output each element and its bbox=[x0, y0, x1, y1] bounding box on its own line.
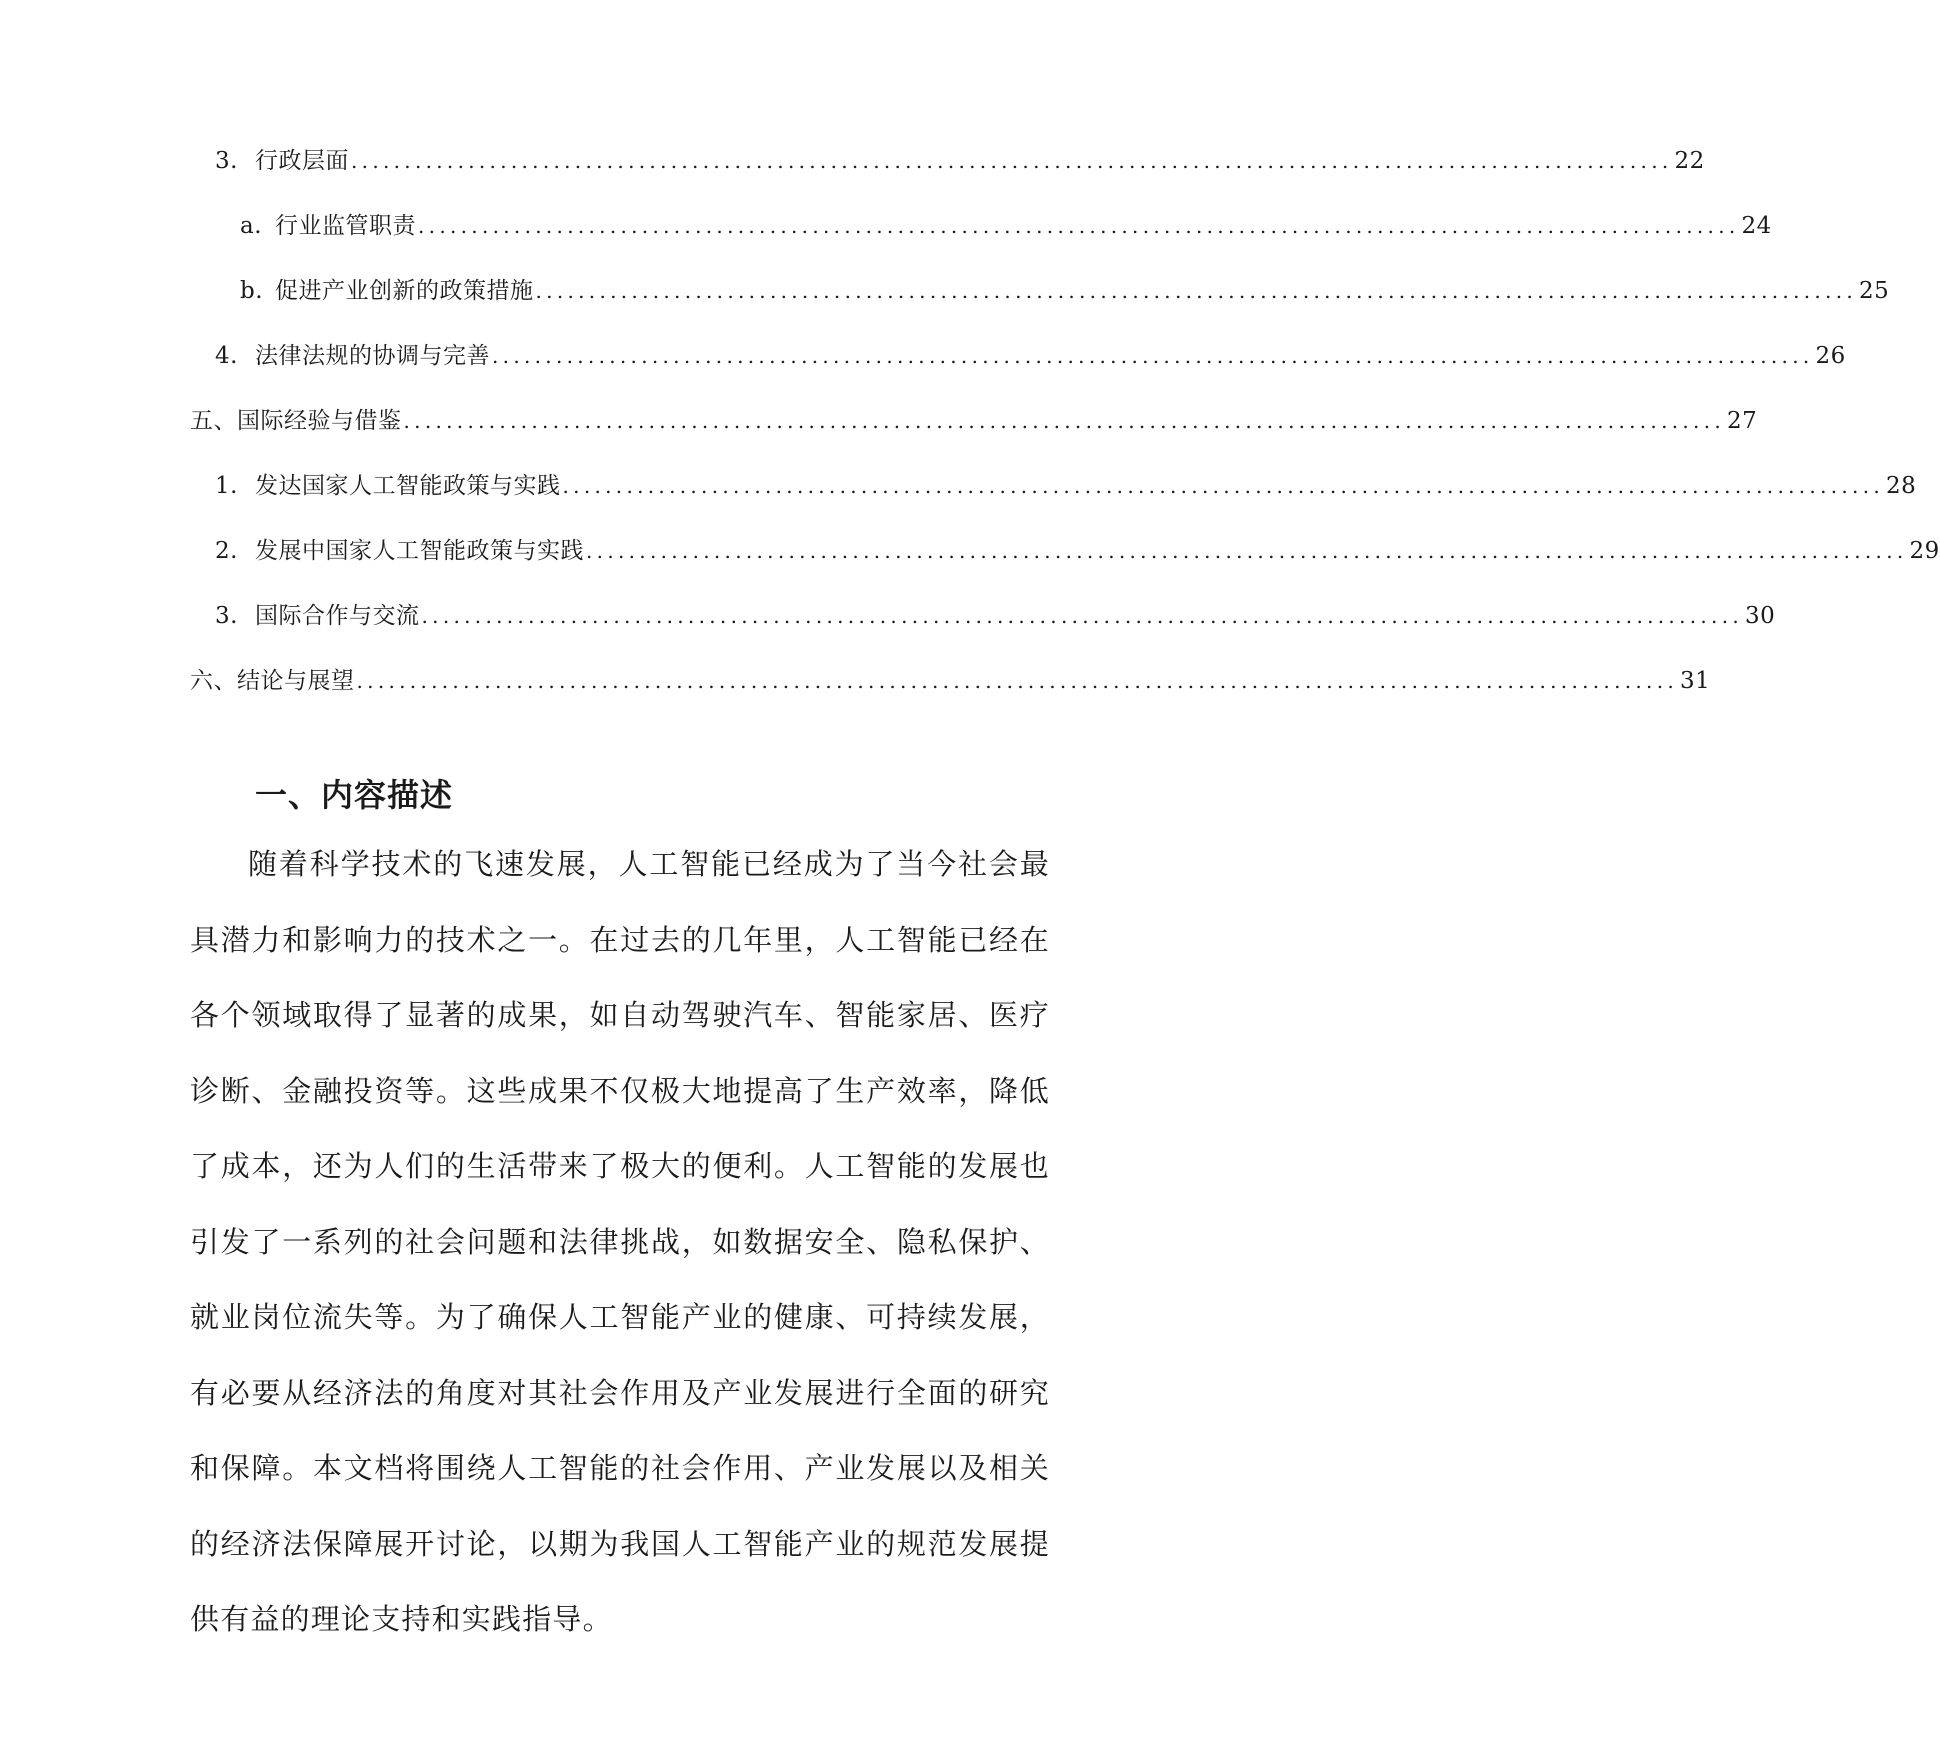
toc-page-number: 28 bbox=[1886, 473, 1917, 499]
toc-page-number: 29 bbox=[1909, 538, 1940, 564]
toc-entry-number: a. bbox=[240, 213, 263, 239]
toc-dot-leader: ............................................................................................................................ bbox=[403, 409, 1726, 433]
toc-dot-leader: ............................................................................................................................ bbox=[535, 279, 1858, 303]
toc-entry-title: 行政层面 bbox=[255, 148, 349, 174]
toc-entry[interactable] bbox=[240, 210, 1772, 275]
toc-page-number: 31 bbox=[1680, 668, 1711, 694]
toc-entry-number: 1. bbox=[215, 473, 238, 499]
toc-page-number: 30 bbox=[1745, 603, 1776, 629]
toc-dot-leader: ............................................................................................................................ bbox=[492, 344, 1814, 368]
toc-page-number: 25 bbox=[1859, 278, 1890, 304]
toc-entry-number: b. bbox=[240, 278, 264, 304]
toc-page-number: 24 bbox=[1741, 213, 1772, 239]
section-heading: 一、内容描述 bbox=[255, 776, 454, 814]
toc-entry[interactable] bbox=[215, 340, 1846, 405]
toc-entry[interactable] bbox=[215, 600, 1776, 665]
toc-dot-leader: ............................................................................................................................ bbox=[586, 539, 1908, 563]
toc-entry-number: 2. bbox=[215, 538, 238, 564]
toc-entry[interactable] bbox=[190, 405, 1758, 470]
toc-dot-leader: ............................................................................................................................ bbox=[418, 214, 1740, 238]
toc-entry-number: 3. bbox=[215, 603, 238, 629]
toc-entry[interactable] bbox=[215, 470, 1917, 535]
toc-dot-leader: ............................................................................................................................ bbox=[562, 474, 1885, 498]
toc-entry-title: 六、结论与展望 bbox=[190, 668, 355, 694]
toc-entry-number: 4. bbox=[215, 343, 238, 369]
toc-entry-title: 发达国家人工智能政策与实践 bbox=[255, 473, 561, 499]
toc-dot-leader: ............................................................................................................................ bbox=[351, 149, 1673, 173]
toc-dot-leader: ............................................................................................................................ bbox=[421, 604, 1744, 628]
toc-entry[interactable] bbox=[240, 275, 1890, 340]
toc-entry-title: 国际合作与交流 bbox=[255, 603, 420, 629]
toc-entry-number: 3. bbox=[215, 148, 238, 174]
body-paragraph: 随着科学技术的飞速发展，人工智能已经成为了当今社会最具潜力和影响力的技术之一。在过去的几年里，人工智能已经在各个领域取得了显著的成果，如自动驾驶汽车、智能家居、医疗诊断、金融投资等。这些成果不仅极大地提高了生产效率，降低了成本，还为人们的生活带来了极大的便利。人工智能的发展也引发了一系列的社会问题和法律挑战，如数据安全、隐私保护、就业岗位流失等。为了确保人工智能产业的健康、可持续发展，有必要从经济法的角度对其社会作用及产业发展进行全面的研究和保障。本文档将围绕人工智能的社会作用、产业发展以及相关的经济法保障展开讨论，以期为我国人工智能产业的规范发展提供有益的理论支持和实践指导。 bbox=[190, 847, 1050, 1636]
toc-entry[interactable] bbox=[215, 535, 1940, 600]
toc-entry-title: 发展中国家人工智能政策与实践 bbox=[255, 538, 584, 564]
toc-entry-title: 行业监管职责 bbox=[275, 213, 416, 239]
toc-page-number: 27 bbox=[1727, 408, 1758, 434]
toc-entry-title: 法律法规的协调与完善 bbox=[255, 343, 490, 369]
toc-dot-leader: ............................................................................................................................ bbox=[356, 669, 1679, 693]
toc-entry-title: 五、国际经验与借鉴 bbox=[190, 408, 402, 434]
toc-page-number: 22 bbox=[1674, 148, 1705, 174]
toc-page-number: 26 bbox=[1815, 343, 1846, 369]
table-of-contents bbox=[190, 145, 1940, 730]
toc-entry[interactable] bbox=[215, 145, 1705, 210]
toc-entry-title: 促进产业创新的政策措施 bbox=[275, 278, 534, 304]
toc-entry[interactable] bbox=[190, 665, 1711, 730]
